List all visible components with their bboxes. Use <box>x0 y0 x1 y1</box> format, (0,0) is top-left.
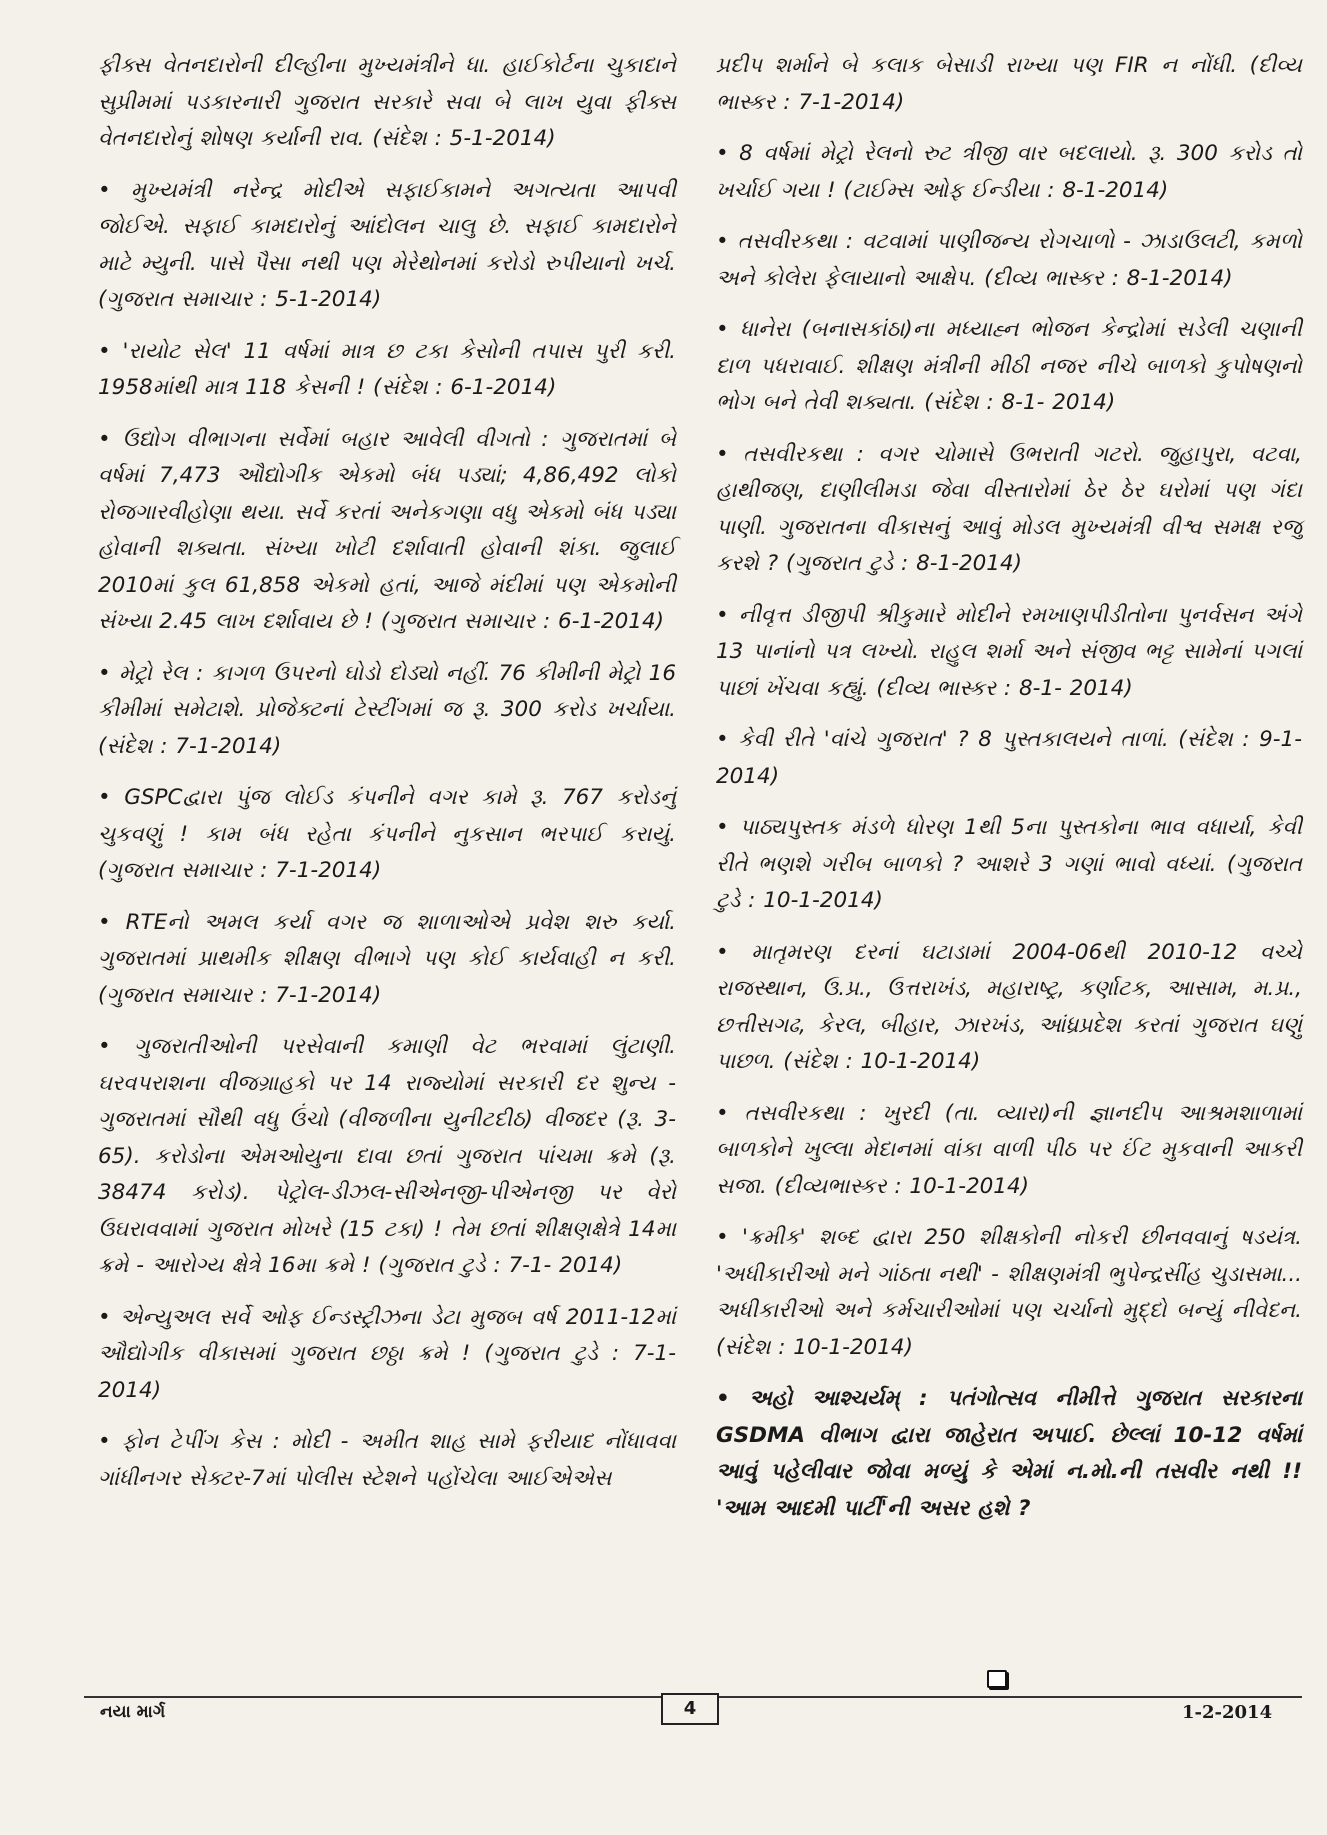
news-item: • તસવીરકથા : વટવામાં પાણીજન્ય રોગચાળો - ઝાડાઉલટી, કમળો અને કોલેરા ફેલાયાનો આક્ષેપ. (દીવ્ય ભાસ્કર : 8-1-2014) <box>716 229 1302 291</box>
news-item: • ઉદ્યોગ વીભાગના સર્વેમાં બહાર આવેલી વીગતો : ગુજરાતમાં બે વર્ષમાં 7,473 ઔદ્યોગીક એકમો બંધ પડ્યાં; 4,86,492 લોકો રોજગારવીહોણા થયા. સર્વે કરતાં અનેકગણા વધુ એકમો બંધ પડ્યા હોવાની શક્યતા. સંખ્યા ખોટી દર્શાવાતી હોવાની શંકા. જુલાઈ 2010માં કુલ 61,858 એકમો હતાં, આજે મંદીમાં પણ એકમોની સંખ્યા 2.45 લાખ દર્શાવાય છે ! (ગુજરાત સમાચાર : 6-1-2014) <box>98 426 676 634</box>
news-item: • ગુજરાતીઓની પરસેવાની કમાણી વેટ ભરવામાં લુંટાણી. ઘરવપરાશના વીજગ્રાહકો પર 14 રાજ્યોમાં સરકારી દર શુન્ય - ગુજરાતમાં સૌથી વધુ ઉંચો (વીજળીના યુનીટદીઠ) વીજદર (રૂ. 3-65). કરોડોના એમઓયુના દાવા છતાં ગુજરાત પાંચમા ક્રમે (રૂ. 38474 કરોડ). પેટ્રોલ-ડીઝલ-સીએનજી-પીએનજી પર વેરો ઉઘરાવવામાં ગુજરાત મોખરે (15 ટકા) ! તેમ છતાં શીક્ષણક્ષેત્રે 14મા ક્રમે - આરોગ્ય ક્ષેત્રે 16મા ક્રમે ! (ગુજરાત ટુડે : 7-1- 2014) <box>98 1034 676 1278</box>
news-item: • એન્યુઅલ સર્વે ઓફ ઈન્ડસ્ટ્રીઝના ડેટા મુજબ વર્ષ 2011-12માં ઔદ્યોગીક વીકાસમાં ગુજરાત છઠ્ઠા ક્રમે ! (ગુજરાત ટુડે : 7-1-2014) <box>98 1304 676 1403</box>
news-item: • કેવી રીતે 'વાંચે ગુજરાત' ? 8 પુસ્તકાલયને તાળાં. (સંદેશ : 9-1-2014) <box>716 727 1302 789</box>
news-item: • નીવૃત્ત ડીજીપી શ્રીકુમારે મોદીને રમખાણપીડીતોના પુનર્વસન અંગે 13 પાનાંનો પત્ર લખ્યો. રાહુલ શર્મા અને સંજીવ ભટ્ટ સામેનાં પગલાં પાછાં ખેંચવા કહ્યું. (દીવ્ય ભાસ્કર : 8-1- 2014) <box>716 602 1302 701</box>
news-item: • ફોન ટેપીંગ કેસ : મોદી - અમીત શાહ સામે ફરીયાદ નોંધાવવા ગાંધીનગર સેક્ટર-7માં પોલીસ સ્ટેશને પહોંચેલા આઈએએસ <box>98 1429 676 1491</box>
publication-name: નયા માર્ગ <box>100 1702 166 1722</box>
news-item-highlight: • અહો આશ્ચર્યમ્ : પતંગોત્સવ નીમીત્તે ગુજરાત સરકારના GSDMA વીભાગ દ્વારા જાહેરાત અપાઈ. છેલ્લાં 10-12 વર્ષમાં આવું પહેલીવાર જોવા મળ્યું કે એમાં ન.મો.ની તસવીર નથી !! 'આમ આદમી પાર્ટી'ની અસર હશે ? <box>716 1386 1302 1521</box>
page-number: 4 <box>661 1693 719 1725</box>
right-column <box>716 48 1302 1542</box>
news-item: પ્રદીપ શર્માને બે કલાક બેસાડી રાખ્યા પણ FIR ન નોંધી. (દીવ્ય ભાસ્કર : 7-1-2014) <box>716 53 1302 115</box>
news-item: • 8 વર્ષમાં મેટ્રો રેલનો રુટ ત્રીજી વાર બદલાયો. રૂ. 300 કરોડ તો ખર્ચાઈ ગયા ! (ટાઈમ્સ ઓફ ઈન્ડીયા : 8-1-2014) <box>716 141 1302 203</box>
news-item: • RTEનો અમલ કર્યા વગર જ શાળાઓએ પ્રવેશ શરુ કર્યા. ગુજરાતમાં પ્રાથમીક શીક્ષણ વીભાગે પણ કોઈ કાર્યવાહી ન કરી. (ગુજરાત સમાચાર : 7-1-2014) <box>98 909 676 1008</box>
left-column <box>98 48 676 1512</box>
news-item: • GSPCદ્વારા પુંજ લોઈડ કંપનીને વગર કામે રૂ. 767 કરોડનું ચુકવણું ! કામ બંધ રહેતા કંપનીને નુકસાન ભરપાઈ કરાયું. (ગુજરાત સમાચાર : 7-1-2014) <box>98 785 676 883</box>
news-item: ફીક્સ વેતનદારોની દીલ્હીના મુખ્યમંત્રીને ધા. હાઈકોર્ટના ચુકાદાને સુપ્રીમમાં પડકારનારી ગુજરાત સરકારે સવા બે લાખ યુવા ફીક્સ વેતનદારોનું શોષણ કર્યાની રાવ. (સંદેશ : 5-1-2014) <box>98 53 676 151</box>
news-item: • તસવીરકથા : વગર ચોમાસે ઉભરાતી ગટરો. જુહાપુરા, વટવા, હાથીજણ, દાણીલીમડા જેવા વીસ્તારોમાં ઠેર ઠેર ઘરોમાં પણ ગંદા પાણી. ગુજરાતના વીકાસનું આવું મોડલ મુખ્યમંત્રી વીશ્વ સમક્ષ રજુ કરશે ? (ગુજરાત ટુડે : 8-1-2014) <box>716 441 1302 576</box>
news-item: • મેટ્રો રેલ : કાગળ ઉપરનો ઘોડો દોડ્યો નહીં. 76 કીમીની મેટ્રો 16 કીમીમાં સમેટાશે. પ્રોજેક્ટનાં ટેસ્ટીંગમાં જ રૂ. 300 કરોડ ખર્ચાયા. (સંદેશ : 7-1-2014) <box>98 660 676 759</box>
news-item: • 'રાયોટ સેલ' 11 વર્ષમાં માત્ર છ ટકા કેસોની તપાસ પુરી કરી. 1958માંથી માત્ર 118 કેસની ! (સંદેશ : 6-1-2014) <box>98 338 676 400</box>
news-item: • 'ક્રમીક' શબ્દ દ્વારા 250 શીક્ષકોની નોકરી છીનવવાનું ષડયંત્ર. 'અધીકારીઓ મને ગાંઠતા નથી' - શીક્ષણમંત્રી ભુપેન્દ્રસીંહ ચુડાસમા... અધીકારીઓ અને કર્મચારીઓમાં પણ ચર્ચાનો મુદ્દો બન્યું નીવેદન. (સંદેશ : 10-1-2014) <box>716 1225 1302 1360</box>
news-item: • મુખ્યમંત્રી નરેન્દ્ર મોદીએ સફાઈકામને અગત્યતા આપવી જોઈએ. સફાઈ કામદારોનું આંદોલન ચાલુ છે. સફાઈ કામદારોને માટે મ્યુની. પાસે પૈસા નથી પણ મેરેથોનમાં કરોડો રુપીયાનો ખર્ચ. (ગુજરાત સમાચાર : 5-1-2014) <box>98 177 676 312</box>
news-item: • પાઠ્યપુસ્તક મંડળે ધોરણ 1થી 5ના પુસ્તકોના ભાવ વધાર્યા, કેવી રીતે ભણશે ગરીબ બાળકો ? આશરે 3 ગણાં ભાવો વધ્યાં. (ગુજરાત ટુડે : 10-1-2014) <box>716 815 1302 913</box>
news-item: • માતૃમરણ દરનાં ઘટાડામાં 2004-06થી 2010-12 વચ્ચે રાજસ્થાન, ઉ.પ્ર., ઉત્તરાખંડ, મહારાષ્ટ્ર, કર્ણાટક, આસામ, મ.પ્ર., છત્તીસગઢ, કેરલ, બીહાર, ઝારખંડ, આંધ્રપ્રદેશ કરતાં ગુજરાત ઘણું પાછળ. (સંદેશ : 10-1-2014) <box>716 939 1302 1074</box>
news-item: • ધાનેરા (બનાસકાંઠા)ના મધ્યાહ્ન ભોજન કેન્દ્રોમાં સડેલી ચણાની દાળ પધરાવાઈ. શીક્ષણ મંત્રીની મીઠી નજર નીચે બાળકો કુપોષણનો ભોગ બને તેવી શક્યતા. (સંદેશ : 8-1- 2014) <box>716 317 1302 415</box>
news-item: • તસવીરકથા : ખુરદી (તા. વ્યારા)ની જ્ઞાનદીપ આશ્રમશાળામાં બાળકોને ખુલ્લા મેદાનમાં વાંકા વાળી પીઠ પર ઈંટ મુકવાની આકરી સજા. (દીવ્યભાસ્કર : 10-1-2014) <box>716 1100 1302 1199</box>
end-of-article-mark-icon <box>987 1670 1007 1688</box>
issue-date: 1-2-2014 <box>1182 1702 1273 1723</box>
